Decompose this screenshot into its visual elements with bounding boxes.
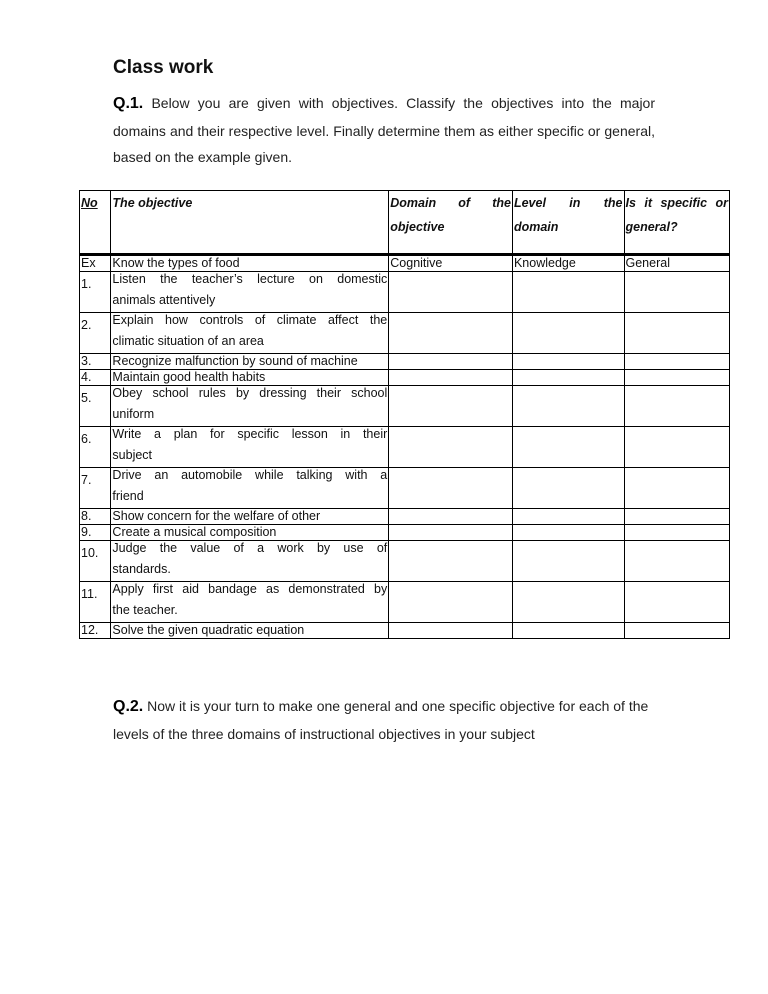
answer-level-cell[interactable] [512, 370, 624, 386]
row-number: 1. [80, 272, 111, 313]
table-header-row [80, 191, 730, 255]
answer-domain-cell[interactable] [389, 541, 513, 582]
answer-level-cell[interactable] [512, 525, 624, 541]
objective-line-2: standards. [112, 562, 171, 576]
row-objective [111, 313, 389, 354]
example-no: Ex [80, 255, 111, 272]
objective-line-1: Judge the value of a work by use of [112, 541, 388, 555]
header-level: Level in the domain [512, 191, 624, 255]
row-objective [111, 541, 389, 582]
table-row [80, 525, 730, 541]
answer-domain-cell[interactable] [389, 370, 513, 386]
row-number: 12. [80, 623, 111, 639]
answer-specific-general-cell[interactable] [624, 272, 730, 313]
row-objective [111, 272, 389, 313]
answer-domain-cell[interactable] [389, 354, 513, 370]
row-objective [111, 468, 389, 509]
row-number: 2. [80, 313, 111, 354]
table-row [80, 541, 730, 582]
answer-specific-general-cell[interactable] [624, 509, 730, 525]
row-number: 9. [80, 525, 111, 541]
row-number: 7. [80, 468, 111, 509]
table-row [80, 427, 730, 468]
row-objective [111, 370, 389, 386]
row-number: 4. [80, 370, 111, 386]
answer-level-cell[interactable] [512, 427, 624, 468]
objective-line-2: the teacher. [112, 603, 178, 617]
answer-domain-cell[interactable] [389, 525, 513, 541]
objective-line-1: Show concern for the welfare of other [112, 509, 321, 523]
answer-specific-general-cell[interactable] [624, 582, 730, 623]
table-row [80, 468, 730, 509]
row-objective [111, 386, 389, 427]
table-row [80, 354, 730, 370]
row-objective [111, 354, 389, 370]
objective-line-1: Listen the teacher’s lecture on domestic [112, 272, 388, 286]
objective-line-2: uniform [112, 407, 155, 421]
row-objective [111, 509, 389, 525]
table-row [80, 509, 730, 525]
objective-line-2: friend [112, 489, 144, 503]
row-number: 6. [80, 427, 111, 468]
objective-line-2: animals attentively [112, 293, 216, 307]
answer-level-cell[interactable] [512, 386, 624, 427]
answer-level-cell[interactable] [512, 313, 624, 354]
objective-line-1: Solve the given quadratic equation [112, 623, 305, 637]
row-number: 3. [80, 354, 111, 370]
example-level: Knowledge [512, 255, 624, 272]
answer-level-cell[interactable] [512, 582, 624, 623]
question-2-label: Q.2. [113, 698, 144, 715]
answer-level-cell[interactable] [512, 623, 624, 639]
objective-line-1: Create a musical composition [112, 525, 277, 539]
page-title: Class work [113, 57, 214, 78]
row-number: 11. [80, 582, 111, 623]
question-1 [113, 90, 655, 171]
example-row [80, 255, 730, 272]
answer-domain-cell[interactable] [389, 623, 513, 639]
example-domain: Cognitive [389, 255, 513, 272]
answer-domain-cell[interactable] [389, 272, 513, 313]
objective-line-1: Obey school rules by dressing their school [112, 386, 388, 400]
header-objective: The objective [111, 191, 389, 255]
answer-level-cell[interactable] [512, 468, 624, 509]
header-no: No [80, 191, 111, 255]
row-objective [111, 623, 389, 639]
answer-specific-general-cell[interactable] [624, 623, 730, 639]
table-row [80, 386, 730, 427]
table-row [80, 313, 730, 354]
table-row [80, 272, 730, 313]
answer-domain-cell[interactable] [389, 313, 513, 354]
answer-domain-cell[interactable] [389, 509, 513, 525]
answer-specific-general-cell[interactable] [624, 427, 730, 468]
answer-specific-general-cell[interactable] [624, 386, 730, 427]
objective-line-1: Drive an automobile while talking with a [112, 468, 388, 482]
question-2-text: Now it is your turn to make one general and one specific objective for each of the levels of the three domains of instructional objectives in your subject [113, 698, 649, 742]
answer-specific-general-cell[interactable] [624, 525, 730, 541]
answer-domain-cell[interactable] [389, 582, 513, 623]
objective-line-1: Recognize malfunction by sound of machine [112, 354, 358, 368]
answer-domain-cell[interactable] [389, 427, 513, 468]
table-row [80, 623, 730, 639]
row-objective [111, 525, 389, 541]
answer-specific-general-cell[interactable] [624, 541, 730, 582]
objective-line-1: Explain how controls of climate affect the [112, 313, 388, 327]
row-objective [111, 427, 389, 468]
question-1-label: Q.1. [113, 95, 144, 112]
answer-level-cell[interactable] [512, 509, 624, 525]
table-row [80, 370, 730, 386]
example-type: General [624, 255, 730, 272]
row-number: 8. [80, 509, 111, 525]
objective-line-2: climatic situation of an area [112, 334, 264, 348]
answer-specific-general-cell[interactable] [624, 370, 730, 386]
objective-line-2: subject [112, 448, 153, 462]
question-2 [113, 693, 673, 747]
answer-specific-general-cell[interactable] [624, 313, 730, 354]
answer-level-cell[interactable] [512, 272, 624, 313]
answer-domain-cell[interactable] [389, 468, 513, 509]
answer-level-cell[interactable] [512, 541, 624, 582]
row-number: 5. [80, 386, 111, 427]
example-objective: Know the types of food [111, 255, 389, 272]
objective-line-1: Apply first aid bandage as demonstrated by [112, 582, 388, 596]
answer-level-cell[interactable] [512, 354, 624, 370]
answer-specific-general-cell[interactable] [624, 468, 730, 509]
row-objective [111, 582, 389, 623]
table-row [80, 582, 730, 623]
answer-domain-cell[interactable] [389, 386, 513, 427]
header-domain: Domain of the objective [389, 191, 513, 255]
question-1-text: Below you are given with objectives. Classify the objectives into the major domains and their respective level. Finally determine them as either specific or general, based on the example given. [113, 95, 655, 165]
objective-line-1: Maintain good health habits [112, 370, 266, 384]
row-number: 10. [80, 541, 111, 582]
objectives-table [79, 190, 730, 639]
objective-line-1: Write a plan for specific lesson in their [112, 427, 388, 441]
answer-specific-general-cell[interactable] [624, 354, 730, 370]
header-specific-general: Is it specific or general? [624, 191, 730, 255]
